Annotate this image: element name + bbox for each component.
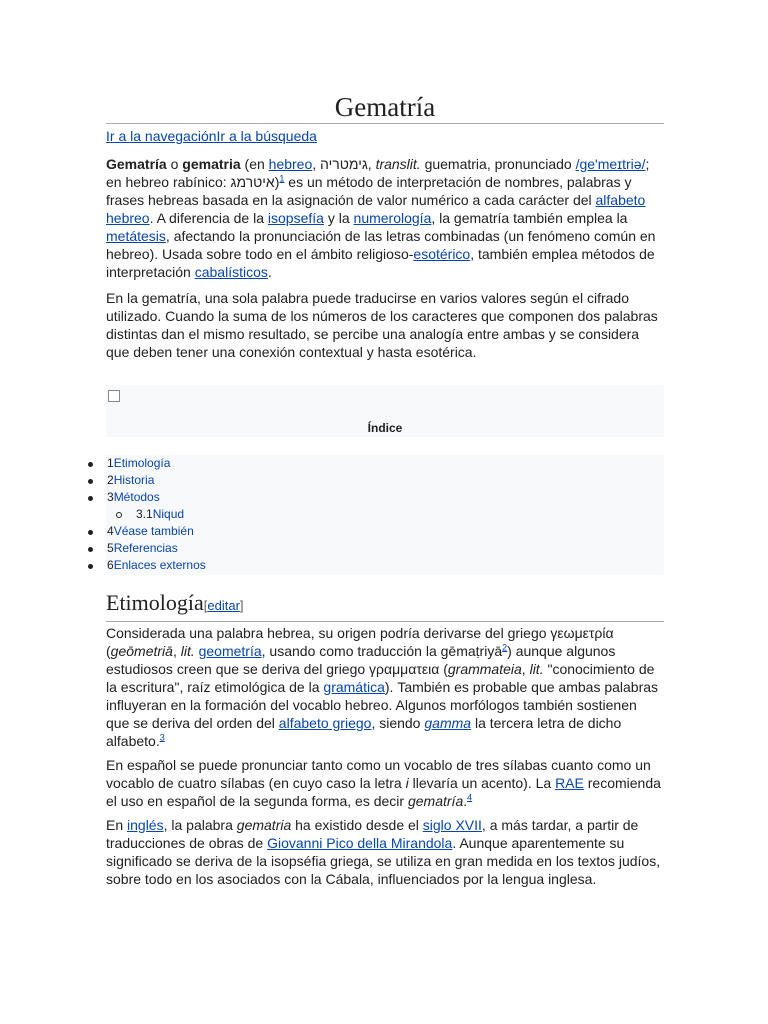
skip-to-navigation-link[interactable]: Ir a la navegación <box>106 128 217 144</box>
rae-link[interactable]: RAE <box>555 775 584 791</box>
toc-number: 6 <box>107 558 114 572</box>
pico-della-mirandola-link[interactable]: Giovanni Pico della Mirandola <box>267 835 453 851</box>
geometry-link[interactable]: geometría <box>198 643 262 659</box>
toc-item-historia[interactable] <box>106 472 664 489</box>
text: , a más tardar, a partir de traducciones de obras de <box>106 817 639 851</box>
toc-number: 2 <box>107 473 114 487</box>
text: . Aunque aparentemente su significado se deriva de la isopséfia griega, se utiliza en gran medida en los textos judíos, sobre todo en los asociados con la Cábala, influenciados por la lengua inglesa. <box>106 835 661 887</box>
term-bold: Gematría <box>106 156 167 172</box>
esoteric-link[interactable]: esotérico <box>413 246 471 262</box>
article <box>106 0 664 887</box>
section-title: Etimología <box>106 590 204 615</box>
isopsephy-link[interactable]: isopsefía <box>267 210 324 226</box>
intro-paragraph <box>106 155 664 281</box>
ref-2-link[interactable]: 2 <box>502 642 508 653</box>
toc-number: 1 <box>107 456 114 470</box>
text: llevaría un acento). La <box>408 775 556 791</box>
italic-text: lit. <box>529 661 544 677</box>
toc-item-etimologia[interactable] <box>106 455 664 472</box>
hebrew-alphabet-link[interactable]: alfabeto hebreo <box>106 192 646 226</box>
toc-toggle-checkbox[interactable] <box>108 390 120 402</box>
century-link[interactable]: siglo XVII <box>422 817 482 833</box>
italic-text: lit. <box>180 643 195 659</box>
text: "conocimiento de la escritura", raíz etimológica de la <box>106 661 655 695</box>
bracket: ] <box>239 598 244 613</box>
toc-label[interactable]: Referencias <box>113 541 178 555</box>
text: ). También es probable que ambas palabras influyeran en la formación del vocablo hebreo. Algunos morfólogos también sostienen que se deriva del orden del <box>106 679 659 731</box>
text: , גימטריה, <box>312 156 376 172</box>
gamma-link[interactable]: gamma <box>424 715 472 731</box>
text: . <box>463 793 468 809</box>
toc-list <box>106 455 664 575</box>
ipa-link[interactable]: /ge'meɪtriə/ <box>575 156 646 172</box>
ref-3-link[interactable]: 3 <box>159 732 165 743</box>
italic-text: gematría <box>407 793 464 809</box>
text: , también emplea métodos de interpretación <box>106 246 655 280</box>
toc-number: 3 <box>107 490 114 504</box>
toc-number: 4 <box>107 524 114 538</box>
text: , <box>521 661 530 677</box>
toc-item-niqud[interactable] <box>106 506 664 523</box>
italic-text: geōmetriā <box>110 643 173 659</box>
kabbalistic-link[interactable]: cabalísticos <box>194 264 268 280</box>
etymology-paragraph-1 <box>106 624 664 750</box>
english-link[interactable]: inglés <box>127 817 164 833</box>
greek-alphabet-link[interactable]: alfabeto griego <box>278 715 372 731</box>
text: Considerada una palabra hebrea, su origen podría derivarse del griego γεωμετρία ( <box>106 625 614 659</box>
italic-text: grammateia <box>447 661 522 677</box>
text: , siendo <box>371 715 425 731</box>
section-heading-etimologia <box>106 588 664 622</box>
toc-item-referencias[interactable] <box>106 540 664 557</box>
page-title: Gematría <box>334 92 436 122</box>
bullet-icon <box>88 462 93 467</box>
toc-header <box>106 385 664 437</box>
hollow-bullet-icon <box>116 512 122 518</box>
text: . A diferencia de la <box>149 210 268 226</box>
text: , la palabra <box>163 817 237 833</box>
bracket: [ <box>203 598 208 613</box>
text: , la gematría también emplea la <box>431 210 628 226</box>
text: , <box>172 643 181 659</box>
bullet-icon <box>88 530 93 535</box>
ref-1-link[interactable]: 1 <box>279 173 285 184</box>
text: ha existido desde el <box>291 817 423 833</box>
bullet-icon <box>88 496 93 501</box>
text: o <box>166 156 183 172</box>
second-paragraph: En la gematría, una sola palabra puede traducirse en varios valores según el cifrado utilizado. Cuando la suma de los números de los caracteres que componen dos palabras distintas dan el mismo resultado, se percibe una analogía entre ambas y se considera que deben tener una conexión contextual y hasta esotérica. <box>106 290 658 360</box>
etymology-body <box>106 624 664 894</box>
etymology-paragraph-2 <box>106 756 664 810</box>
text: ) aunque algunos estudiosos creen que se deriva del griego γραμματεια ( <box>106 643 616 677</box>
text: En <box>106 817 128 833</box>
edit-section-link[interactable]: editar <box>207 598 240 613</box>
text: recomienda el uso en español de la segunda forma, es decir <box>106 775 661 809</box>
bullet-icon <box>88 564 93 569</box>
toc-item-metodos[interactable] <box>106 489 664 506</box>
toc-label[interactable]: Etimología <box>113 456 171 470</box>
hebrew-link[interactable]: hebreo <box>268 156 313 172</box>
text: (en <box>240 156 269 172</box>
skip-to-search-link[interactable]: Ir a la búsqueda <box>216 128 317 144</box>
italic-text: i <box>405 775 409 791</box>
toc-number: 3.1 <box>136 507 153 521</box>
italic-text: gematria <box>236 817 292 833</box>
toc-label[interactable]: Niqud <box>152 507 185 521</box>
translit-label: translit. <box>375 156 421 172</box>
term-bold-alt: gematria <box>182 156 241 172</box>
toc-label[interactable]: Enlaces externos <box>113 558 206 572</box>
text: . <box>267 264 272 280</box>
toc-label[interactable]: Historia <box>113 473 155 487</box>
bullet-icon <box>88 547 93 552</box>
text: y la <box>323 210 354 226</box>
grammar-link[interactable]: gramática <box>323 679 385 695</box>
bullet-icon <box>88 479 93 484</box>
etymology-paragraph-3 <box>106 816 664 888</box>
toc-item-vease-tambien[interactable] <box>106 523 664 540</box>
text: , afectando la pronunciación de las letras combinadas (un fenómeno común en hebreo). Usada sobre todo en el ámbito religioso- <box>106 228 656 262</box>
text: En español se puede pronunciar tanto como un vocablo de tres sílabas cuanto como un vocablo de cuatro sílabas (en cuyo caso la letra <box>106 757 651 791</box>
toc-title: Índice <box>367 421 403 435</box>
metathesis-link[interactable]: metátesis <box>106 228 166 244</box>
text: es un método de interpretación de nombres, palabras y frases hebreas basada en la asignación de valor numérico a cada carácter del <box>106 174 632 208</box>
ref-4-link[interactable]: 4 <box>467 792 473 803</box>
text: , usando como traducción la gēmaṭriyā <box>261 643 503 659</box>
edit-section <box>204 598 244 613</box>
toc-item-enlaces-externos[interactable] <box>106 557 664 574</box>
title-divider <box>106 123 664 124</box>
toc-number: 5 <box>107 541 114 555</box>
numerology-link[interactable]: numerología <box>353 210 432 226</box>
toc-label[interactable]: Véase también <box>113 524 194 538</box>
skip-links <box>106 127 664 145</box>
toc-label[interactable]: Métodos <box>113 490 160 504</box>
text: la tercera letra de dicho alfabeto. <box>106 715 622 749</box>
text: guematria, pronunciado <box>420 156 576 172</box>
text: ; en hebreo rabínico: איטרמג) <box>106 156 650 190</box>
